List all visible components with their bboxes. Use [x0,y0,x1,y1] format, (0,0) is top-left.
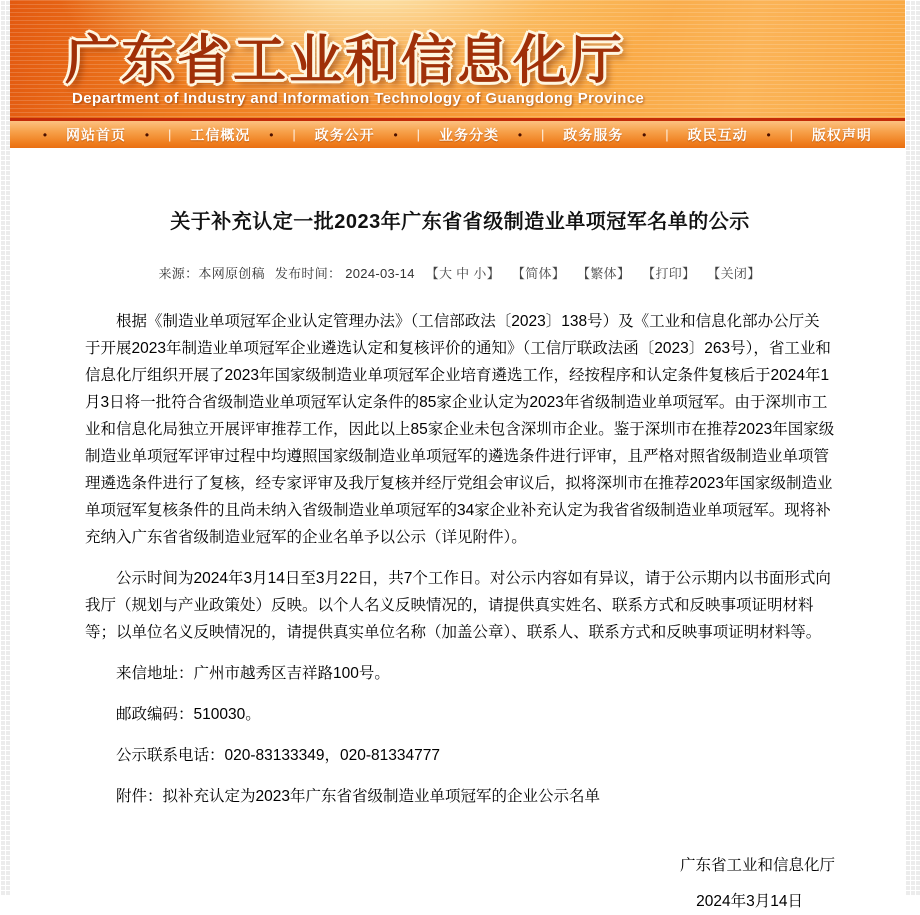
nav-separator: | [416,127,421,142]
right-checker-border [905,0,920,895]
traditional-chinese-button[interactable]: 【繁体】 [577,266,631,281]
site-title-english: Department of Industry and Information Technology of Guangdong Province [72,90,645,107]
signoff [85,852,835,915]
nav-item-copyright[interactable]: 版权声明 [811,126,872,143]
nav-item-home[interactable]: 网站首页 [66,126,127,143]
phone-line: 公示联系电话：020-83133349，020-81334777 [116,747,440,764]
signoff-organization: 广东省工业和信息化厅 [679,857,835,874]
paragraph-basis: 根据《制造业单项冠军企业认定管理办法》（工信部政法〔2023〕138号）及《工业和信息化部办公厅关于开展2023年制造业单项冠军企业遴选认定和复核评价的通知》（工信厅联政法函〔2023〕263号），省工业和信息化厅组织开展了2023年国家级制造业单项冠军企业培育遴选工作，经按程序和认定条件复核后于2024年1月3日将一批符合省级制造业单项冠军认定条件的85家企业认定为2023年省级制造业单项冠军。由于深圳市工业和信息化局独立开展评审推荐工作，因此以上85家企业未包含深圳市企业。鉴于深圳市在推荐2023年国家级制造业单项冠军评审过程中均遵照国家级制造业单项冠军的遴选条件进行评审，且严格对照省级制造业单项管理遴选条件进行了复核，经专家评审及我厅复核并经厅党组会审议后，拟将深圳市在推荐2023年国家级制造业单项冠军复核条件的且尚未纳入省级制造业单项冠军的34家企业补充认定为我省省级制造业单项冠军。现将补充纳入广东省省级制造业冠军的企业名单予以公示（详见附件）。 [85,313,835,546]
nav-bullet-icon: • [766,127,771,142]
main-navigation [10,118,905,148]
nav-separator: | [789,127,793,142]
nav-bullet-icon: • [393,127,398,142]
contact-address-line: 来信地址：广州市越秀区吉祥路100号。 [116,665,390,682]
simplified-chinese-button[interactable]: 【简体】 [511,266,566,281]
nav-item-business-categories[interactable]: 业务分类 [438,126,499,143]
nav-bullet-icon: • [42,127,48,142]
article-meta [85,263,835,282]
article-body [85,308,835,810]
site-title-chinese: 广东省工业和信息化厅 [65,31,625,90]
left-checker-border [0,0,10,895]
nav-bullet-icon: • [642,127,647,142]
print-button[interactable]: 【打印】 [642,266,696,281]
nav-bullet-icon: • [269,127,274,142]
meta-publish-date: 发布时间： 2024-03-14 [274,266,415,281]
font-size-control[interactable]: 【大 中 小】 [425,266,500,281]
close-button[interactable]: 【关闭】 [707,266,761,281]
article-title: 关于补充认定一批2023年广东省省级制造业单项冠军名单的公示 [170,211,750,233]
nav-item-gov-services[interactable]: 政务服务 [563,126,624,143]
meta-source: 来源：本网原创稿 [158,266,265,281]
nav-item-gov-disclosure[interactable]: 政务公开 [314,126,375,143]
nav-bullet-icon: • [517,127,523,142]
nav-bullet-icon: • [144,127,150,142]
nav-item-overview[interactable]: 工信概况 [190,126,251,143]
nav-separator: | [665,127,669,142]
site-banner [10,0,905,118]
attachment-line: 附件：拟补充认定为2023年广东省省级制造业单项冠军的企业公示名单 [116,788,600,805]
nav-separator: | [168,127,172,142]
signoff-date: 2024年3月14日 [696,893,803,910]
paragraph-publicity-period: 公示时间为2024年3月14日至3月22日，共7个工作日。对公示内容如有异议，请于公示期内以书面形式向我厅（规划与产业政策处）反映。以个人名义反映情况的，请提供真实姓名、联系方式和反映事项证明材料等；以单位名义反映情况的，请提供真实单位名称（加盖公章）、联系人、联系方式和反映事项证明材料等。 [85,570,831,641]
postcode-line: 邮政编码：510030。 [116,706,261,723]
article [10,148,905,915]
nav-item-public-interaction[interactable]: 政民互动 [687,126,748,143]
nav-separator: | [540,127,545,142]
page [10,0,905,910]
nav-separator: | [292,127,296,142]
